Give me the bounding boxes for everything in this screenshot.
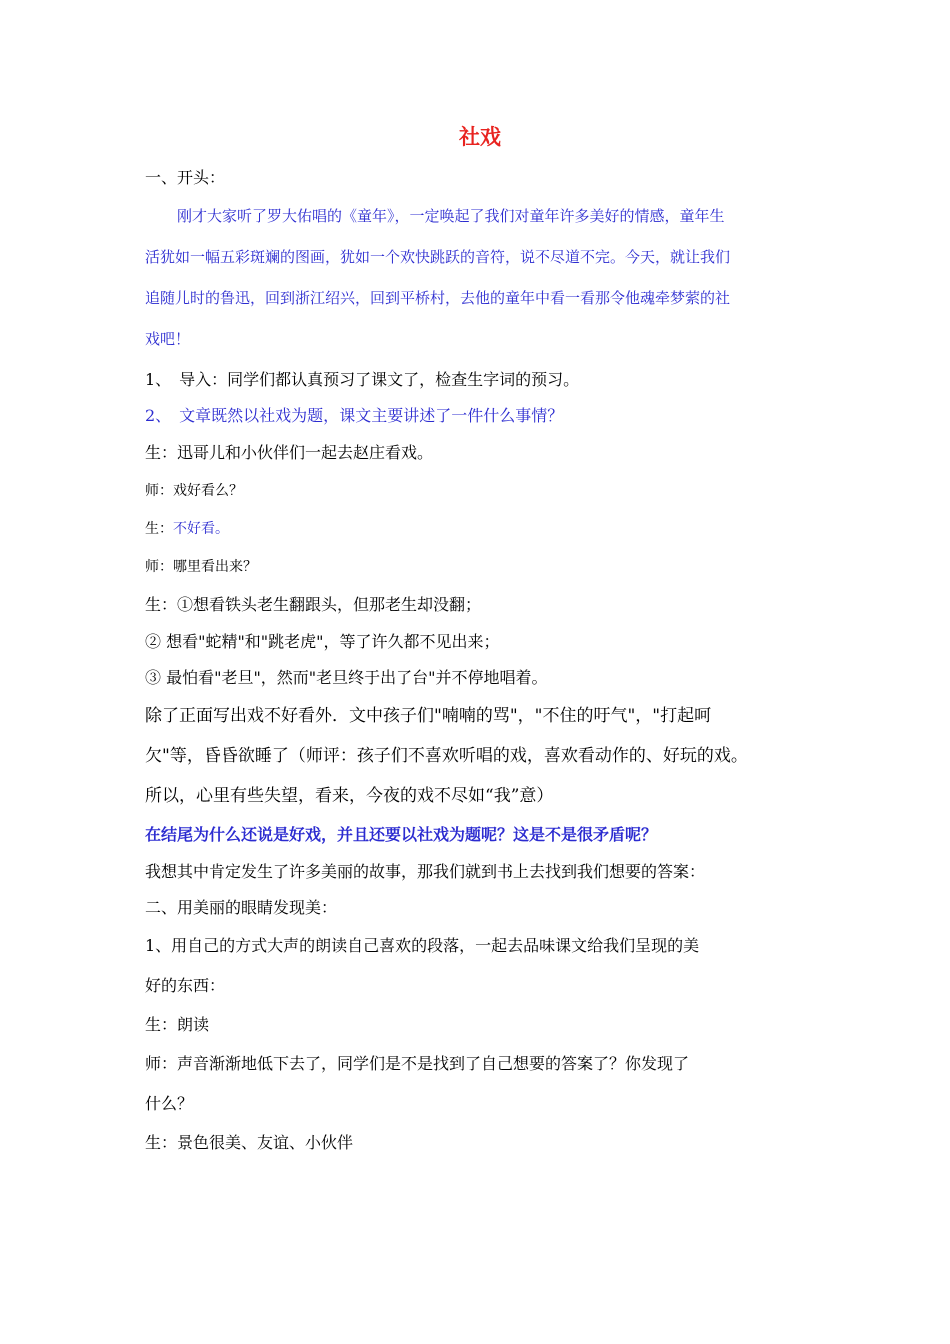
teacher-question-1: 师：戏好看么？ — [145, 483, 243, 499]
student-reading: 生：朗读 — [145, 1015, 210, 1034]
document-body — [145, 122, 815, 1162]
student-answer-2 — [145, 510, 815, 548]
student-answer-3: 生：①想看铁头老生翻跟头，但那老生却没翻； — [145, 595, 482, 614]
speaker-label: 生： — [145, 521, 173, 537]
answer-point-3: ③ 最怕看"老旦"，然而"老旦终于出了台"并不停地唱着。 — [145, 668, 548, 687]
task-1-continued: 好的东西： — [145, 976, 226, 995]
heading-opening: 一、开头： — [145, 168, 226, 187]
step-2-question-text: 课文主要讲述了一件什么事情？ — [339, 406, 564, 425]
teacher-question-3-continued: 什么？ — [145, 1094, 194, 1113]
analysis-line: 除了正面写出戏不好看外．文中孩子们"喃喃的骂"，"不住的吁气"，"打起呵 — [145, 706, 712, 726]
intro-line: 追随儿时的鲁迅，回到浙江绍兴，回到平桥村，去他的童年中看一看那令他魂牵梦萦的社 — [145, 289, 731, 307]
page-title: 社戏 — [459, 124, 501, 149]
key-question: 在结尾为什么还说是好戏，并且还要以社戏为题呢？这是不是很矛盾呢？ — [145, 825, 658, 844]
step-2-question — [145, 398, 815, 434]
analysis-line: 所以，心里有些失望，看来，今夜的戏不尽如“我”意） — [145, 786, 554, 806]
intro-paragraph — [145, 196, 815, 360]
answer-not-good: 不好看。 — [173, 521, 229, 537]
intro-line: 刚才大家听了罗大佑唱的《童年》，一定唤起了我们对童年许多美好的情感，童年生 — [177, 207, 725, 225]
heading-discover-beauty: 二、用美丽的眼睛发现美： — [145, 898, 338, 917]
intro-line: 活犹如一幅五彩斑斓的图画，犹如一个欢快跳跃的音符，说不尽道不完。今天，就让我们 — [145, 248, 731, 266]
student-answer-1: 生：迅哥儿和小伙伴们一起去赵庄看戏。 — [145, 443, 434, 462]
answer-point-2: ② 想看"蛇精"和"跳老虎"，等了许久都不见出来； — [145, 632, 500, 651]
teacher-question-3: 师：声音渐渐地低下去了，同学们是不是找到了自己想要的答案了？你发现了 — [145, 1054, 690, 1073]
student-answer-4: 生：景色很美、友谊、小伙伴 — [145, 1133, 354, 1152]
step-1-intro: 1、 导入：同学们都认真预习了课文了，检查生字词的预习。 — [145, 370, 580, 389]
task-1: 1、用自己的方式大声的朗读自己喜欢的段落，一起去品味课文给我们呈现的美 — [145, 936, 700, 955]
teacher-question-2: 师：哪里看出来？ — [145, 559, 257, 575]
intro-line: 戏吧！ — [145, 330, 191, 348]
transition-line: 我想其中肯定发生了许多美丽的故事，那我们就到书上去找到我们想要的答案： — [145, 862, 706, 881]
analysis-line: 欠"等，昏昏欲睡了（师评：孩子们不喜欢听唱的戏，喜欢看动作的、好玩的戏。 — [145, 746, 748, 766]
step-2-prefix: 2、 文章既然以社戏为题， — [145, 406, 340, 425]
